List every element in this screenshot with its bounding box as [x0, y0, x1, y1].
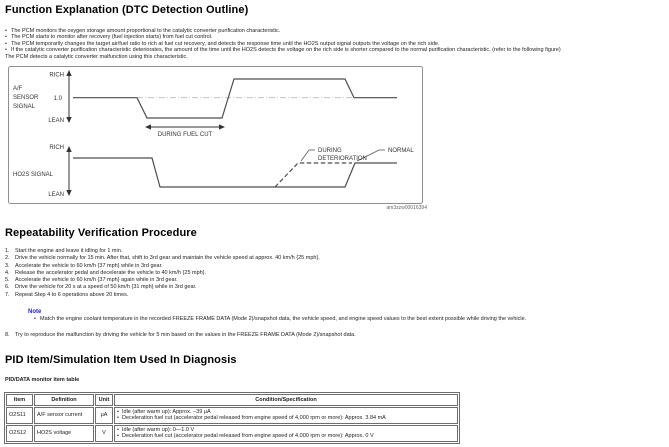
table-row [6, 425, 458, 442]
pid-monitor-table [4, 392, 460, 444]
step-item [5, 277, 665, 284]
closing-sentence: The PCM detects a catalytic converter malfunction using this characteristic. [5, 53, 188, 60]
step-item [5, 292, 665, 299]
pid-item-cell: O2S12 [6, 425, 33, 442]
step-item [5, 263, 665, 270]
condition-line: • Idle (after warm up): Approx. −39 μA [117, 409, 455, 416]
step-number: 7. [5, 291, 10, 298]
bullet-icon: • [34, 316, 36, 322]
note-block [28, 309, 658, 322]
bullet-icon: • [5, 40, 7, 47]
bullet-text: The PCM temporarily changes the target air/fuel ratio to rich at fuel cut recovery, and detects the response time until the HO2S output signal outputs the voltage on the rich side. [11, 40, 440, 47]
section-title-pid: PID Item/Simulation Item Used In Diagnosis [5, 354, 237, 366]
step-number: 8. [5, 332, 10, 338]
condition-line: • Deceleration fuel cut (accelerator pedal released from engine speed of 4,000 rpm or more): Approx. 0 V [117, 433, 455, 440]
step-text: Drive the vehicle normally for 15 min. After that, shift to 3rd gear and maintain the vehicle speed at approx. 40 km/h {25 mph}. [15, 255, 320, 262]
step-item [5, 270, 665, 277]
table-row [6, 407, 458, 424]
af-lean-label: LEAN [48, 118, 64, 124]
waveform-diagram [8, 66, 423, 204]
table-header-row [6, 394, 458, 406]
step-number: 1. [5, 248, 10, 254]
figure-border [9, 67, 423, 204]
bullet-icon: • [5, 28, 7, 34]
normal-label: NORMAL [388, 148, 414, 154]
step-text: Try to reproduce the malfunction by driving the vehicle for 5 min based on the values in the FREEZE FRAME DATA (Mode 2)/snapshot data. [15, 332, 356, 338]
step-number: 5. [5, 277, 10, 284]
step-number: 4. [5, 269, 10, 276]
pid-unit-cell: V [95, 425, 113, 442]
signal-waveform-figure [8, 66, 423, 209]
bullet-icon: • [5, 47, 7, 54]
note-bullet [34, 316, 658, 322]
step-item [5, 284, 665, 291]
note-title: Note [28, 309, 42, 315]
deterioration-label: DETERIORATION [318, 156, 367, 162]
step-text: Release the accelerator pedal and decelerate the vehicle to 40 km/h {25 mph}. [15, 269, 207, 276]
bullet-text: The PCM monitors the oxygen storage amount proportional to the catalytic converter purification characteristic. [11, 28, 281, 34]
pid-condition-cell [114, 425, 458, 442]
step-item [5, 248, 665, 255]
pid-item-cell: O2S11 [6, 407, 33, 424]
note-text: Match the engine coolant temperature in the recorded FREEZE FRAME DATA (Mode 2)/snapshot data, the vehicle speed, and engine speed values to the best extent possible while driving the vehicle. [40, 316, 527, 322]
step-number: 3. [5, 262, 10, 269]
pid-condition-cell [114, 407, 458, 424]
step-number: 6. [5, 284, 10, 291]
ho2s-signal-label: HO2S SIGNAL [13, 172, 54, 178]
col-header-item: Item [6, 394, 33, 406]
step-text: Drive the vehicle for 20 s at a speed of 50 km/h {31 mph} while in 3rd gear. [15, 284, 197, 291]
condition-line: • Idle (after warm up): 0—1.0 V [117, 427, 455, 434]
col-header-definition: Definition [34, 394, 94, 406]
step-text: Accelerate the vehicle to 60 km/h {37 mph} again while in 3rd gear. [15, 277, 178, 284]
step-text: Accelerate the vehicle to 60 km/h {37 mph} while in 3rd gear. [15, 262, 163, 269]
af-signal-label: A/F [13, 86, 23, 92]
ho2s-lean-label: LEAN [48, 192, 64, 198]
pid-unit-cell: μA [95, 407, 113, 424]
pid-definition-cell: A/F sensor current [34, 407, 94, 424]
step-item [5, 255, 665, 262]
section-title-repeatability: Repeatability Verification Procedure [5, 227, 197, 239]
bullet-icon: • [5, 34, 7, 41]
section-title-function-explanation: Function Explanation (DTC Detection Outline) [5, 4, 249, 16]
pid-table-caption: PID/DATA monitor item table [5, 377, 80, 383]
ho2s-rich-label: RICH [49, 145, 64, 151]
af-signal-label: SIGNAL [13, 104, 36, 110]
bullet-text: If the catalytic converter purification characteristic deteriorates, the amount of the time until the HO2S detects the voltage on the rich side is shorter compared to the normal purification characteristic. (refer to the following figure) [11, 47, 561, 54]
step-number: 2. [5, 255, 10, 262]
af-signal-label: SENSOR [13, 95, 39, 101]
af-rich-label: RICH [49, 72, 64, 79]
col-header-unit: Unit [95, 394, 113, 406]
bullet-text: The PCM starts to monitor after recovery (fuel injection starts) from fuel cut control. [11, 34, 213, 41]
procedure-steps [5, 248, 665, 299]
condition-line: • Deceleration fuel cut (accelerator pedal released from engine speed of 4,000 rpm or more): Approx. 3.84 mA [117, 415, 455, 422]
deterioration-label: DURING [318, 148, 342, 154]
af-center-label: 1.0 [53, 96, 62, 102]
step-text: Repeat Step 4 to 6 operations above 20 times. [15, 291, 129, 298]
figure-id: am3zzw00016394 [386, 204, 427, 211]
step-text: Start the engine and leave it idling for 1 min. [15, 248, 123, 254]
fuel-cut-label: DURING FUEL CUT [157, 132, 213, 138]
function-explanation-bullets [5, 28, 667, 60]
pid-definition-cell: HO2S voltage [34, 425, 94, 442]
col-header-condition: Condition/Specification [114, 394, 458, 406]
procedure-step-8 [5, 332, 665, 339]
